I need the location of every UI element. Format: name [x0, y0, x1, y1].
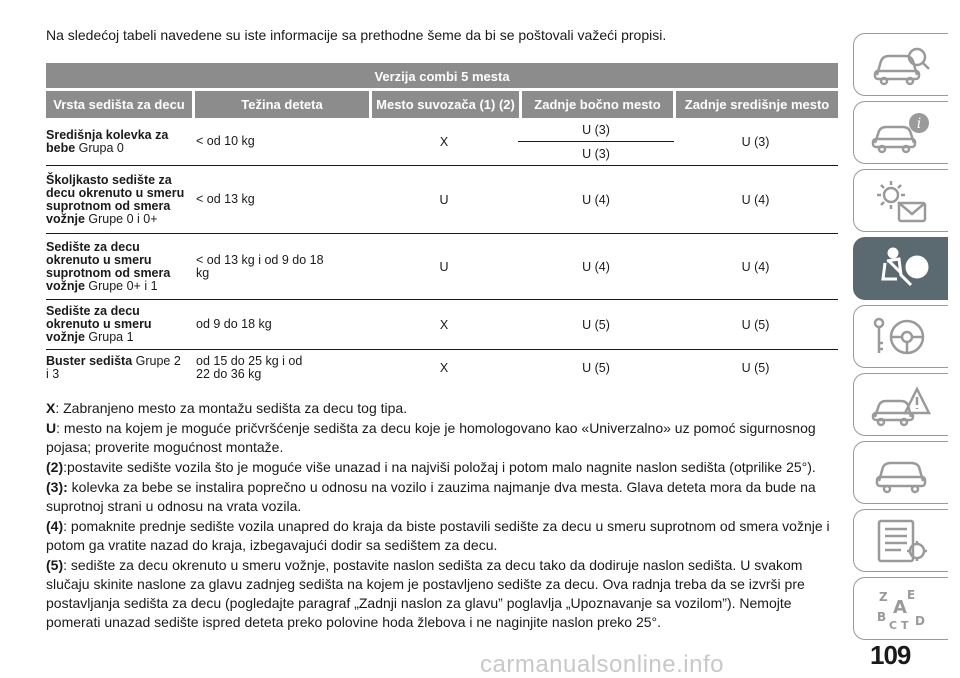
- tab-starting-driving[interactable]: [853, 305, 948, 368]
- row-middle: U (4): [741, 192, 770, 207]
- row-middle: U (4): [741, 259, 770, 274]
- lights-message-icon: [871, 177, 931, 225]
- row-seat-bold: Središnja kolevka za bebe: [46, 127, 169, 155]
- row-outer-bottom: U (3): [582, 146, 610, 161]
- row-seat-group: Grupa 1: [88, 330, 134, 344]
- tab-safety[interactable]: [853, 237, 948, 300]
- row-passenger: X: [439, 134, 449, 149]
- row-seat-bold: Buster sedišta: [46, 354, 133, 368]
- car-info-icon: [871, 109, 931, 157]
- row-passenger: X: [439, 317, 449, 332]
- row-passenger: U: [439, 192, 449, 207]
- footnotes: [46, 399, 846, 633]
- tab-car-search[interactable]: [853, 33, 948, 96]
- row-seat-bold: Sedište za decu okrenuto u smeru suprotnom od smera vožnje: [46, 239, 171, 293]
- row-weight: < od 10 kg: [196, 134, 255, 148]
- row-seat-group: Grupe 2 i 3: [46, 354, 181, 381]
- row-outer: U (5): [582, 361, 610, 375]
- svg-text:Z: Z: [879, 589, 888, 604]
- note-3: (3): kolevka za bebe se instalira poprečno u odnosu na vozilo i zauzima najmanje dva mesta. Glava deteta mora da bude na suprotnoj strani u odnosu na vrata vozila.: [46, 479, 816, 514]
- tab-specifications[interactable]: [853, 509, 948, 572]
- header-passenger-seat: Mesto suvozača (1) (2): [372, 91, 519, 118]
- child-seat-table: [46, 63, 838, 386]
- tab-emergency[interactable]: [853, 373, 948, 436]
- watermark: carmanualsonline.info: [480, 651, 724, 678]
- row-outer: U (4): [582, 192, 610, 207]
- row-weight: od 15 do 25 kg i od 22 do 36 kg: [196, 354, 303, 381]
- row-outer: U (5): [582, 317, 610, 332]
- steering-wheel-key-icon: [871, 313, 931, 361]
- table-row: [46, 350, 838, 386]
- header-seat-type: Vrsta sedišta za decu: [46, 91, 192, 118]
- alphabet-index-icon: [871, 585, 931, 633]
- car-service-icon: [871, 449, 931, 497]
- row-outer-top: U (3): [518, 118, 674, 142]
- row-seat-bold: Sedište za decu okrenuto u smeru vožnje: [46, 304, 152, 344]
- table-row: [46, 234, 838, 300]
- row-outer: U (4): [582, 259, 610, 274]
- header-rear-outer-seat: Zadnje bočno mesto: [522, 91, 673, 118]
- row-seat-group: Grupa 0: [78, 140, 124, 155]
- table-row: [46, 118, 838, 166]
- row-weight: < od 13 kg i od 9 do 18 kg: [196, 252, 324, 280]
- svg-text:i: i: [916, 115, 922, 132]
- note-4: (4): pomaknite prednje sedište vozila unapred do kraja da biste postavili sedište za decu u smeru suprotnom od smera vožnje i potom ga vratite nazad do kraja, izbegavajući dodir sa sedištem za decu.: [46, 518, 830, 553]
- row-seat-bold: Školjkasto sedište za decu okrenuto u smeru suprotnom od smera vožnje: [46, 172, 185, 226]
- page-number: 109: [870, 640, 911, 670]
- row-passenger: X: [439, 361, 449, 375]
- note-5: (5): sedište za decu okrenuto u smeru vožnje, postavite naslon sedišta za decu tako da dodiruje naslon sedišta. U svakom slučaju skinite naslone za glavu zadnjeg sedišta na kojem je postavljeno sedište za decu. Ova radnja treba da se izvrši pre postavljanja sedišta za decu (pogledajte paragraf „Zadnji naslon za glavu” poglavlja „Upoznavanje sa vozilom”). Nemojte pomerati unazad sedište ispred deteta preko polovine hoda žlebova i ne naginjite naslon preko 25°.: [46, 557, 805, 630]
- svg-text:D: D: [915, 613, 925, 628]
- intro-text: Na sledećoj tabeli navedene su iste informacije sa prethodne šeme da bi se poštovali važeći propisi.: [46, 27, 667, 43]
- row-weight: od 9 do 18 kg: [196, 317, 272, 331]
- table-row: [46, 166, 838, 234]
- note-u: U: mesto na kojem je moguće pričvršćenje sedišta za decu koje je homologovano kao «Univerzalno» uz pomoć sigurnosnog pojasa; proverite mogućnost montaže.: [46, 420, 816, 455]
- row-middle: U (3): [741, 134, 770, 149]
- row-seat-group: Grupe 0 i 0+: [88, 211, 158, 226]
- note-x: X: Zabranjeno mesto za montažu sedišta za decu tog tipa.: [46, 400, 408, 416]
- specifications-icon: [871, 517, 931, 565]
- note-2: (2):postavite sedište vozila što je moguće više unazad i na najviši položaj i potom malo nagnite naslon sedišta (otprilike 25°).: [46, 459, 816, 475]
- header-rear-middle-seat: Zadnje središnje mesto: [676, 91, 838, 118]
- svg-text:E: E: [907, 587, 916, 602]
- tab-car-info[interactable]: [853, 101, 948, 164]
- table-row: [46, 300, 838, 350]
- tab-service-maintenance[interactable]: [853, 441, 948, 504]
- svg-text:B: B: [877, 609, 887, 624]
- table-header: [46, 91, 838, 118]
- tab-index[interactable]: [853, 577, 948, 640]
- row-middle: U (5): [741, 317, 770, 332]
- svg-text:A: A: [893, 596, 907, 618]
- chapter-sidebar: [853, 33, 948, 645]
- car-search-icon: [871, 41, 931, 89]
- svg-text:T: T: [901, 618, 909, 632]
- header-child-weight: Težina deteta: [195, 91, 369, 118]
- seat-airbag-icon: [871, 245, 931, 293]
- tab-lights-messages[interactable]: [853, 169, 948, 232]
- car-breakdown-icon: [871, 381, 931, 429]
- row-seat-group: Grupe 0+ i 1: [88, 278, 158, 293]
- row-weight: < od 13 kg: [196, 192, 255, 206]
- row-passenger: U: [439, 259, 449, 274]
- row-middle: U (5): [741, 361, 770, 375]
- table-title: Verzija combi 5 mesta: [46, 63, 838, 91]
- svg-text:C: C: [889, 618, 898, 632]
